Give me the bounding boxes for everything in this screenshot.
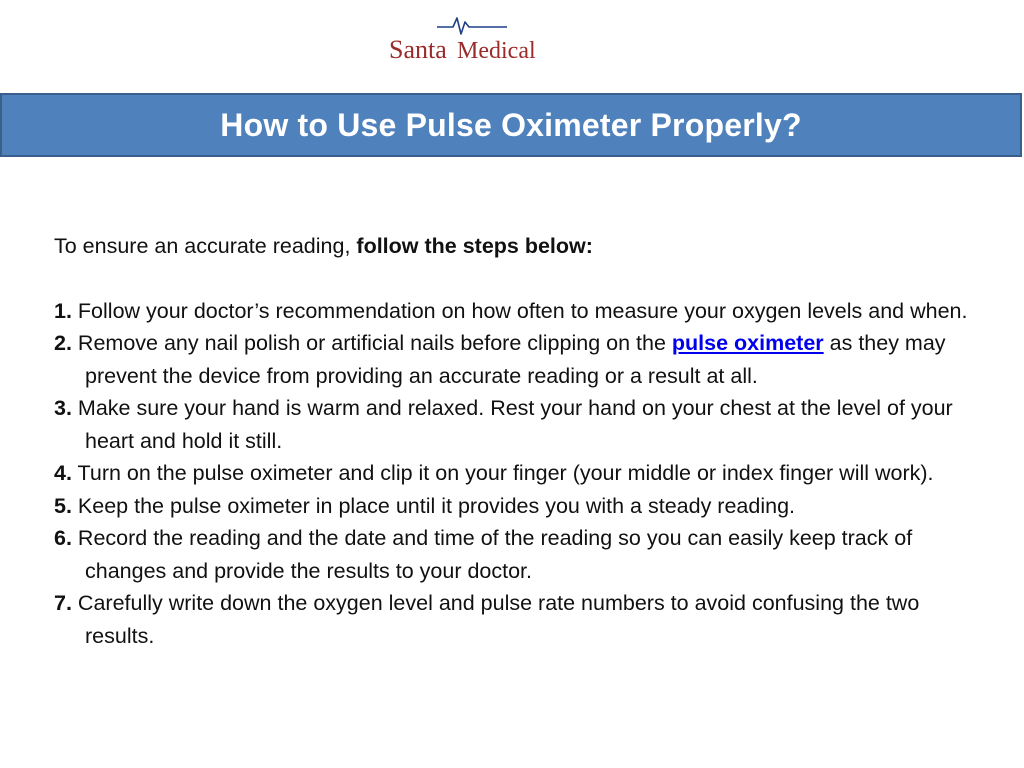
step-item-3 [54, 392, 984, 457]
step-number: 5. [54, 493, 72, 518]
step-text-before: Remove any nail polish or artificial nails before clipping on the [77, 331, 666, 355]
step-item-1 [54, 295, 984, 328]
step-number: 2. [54, 331, 72, 355]
logo-graphic [387, 12, 547, 68]
page-title: How to Use Pulse Oximeter Properly? [220, 106, 802, 143]
step-text: Follow your doctor’s recommendation on how often to measure your oxygen levels and when. [77, 298, 968, 323]
step-text-after: as they may prevent the device from providing an accurate reading or a result at all. [85, 331, 946, 388]
step-text: Make sure your hand is warm and relaxed. Rest your hand on your chest at the level of your heart and hold it still. [77, 396, 953, 453]
steps-list [54, 295, 984, 653]
logo-text-medical: Medical [457, 38, 536, 64]
pulse-oximeter-link[interactable]: pulse oximeter [671, 331, 824, 355]
step-text: Turn on the pulse oximeter and clip it on your finger (your middle or index finger will work). [77, 461, 934, 485]
step-text: Keep the pulse oximeter in place until it provides you with a steady reading. [77, 493, 796, 518]
step-text: Record the reading and the date and time of the reading so you can easily keep track of changes and provide the results to your doctor. [77, 526, 913, 583]
content-body [54, 230, 984, 652]
step-number: 3. [54, 396, 72, 420]
step-number: 1. [54, 298, 72, 323]
intro-text: To ensure an accurate reading, [54, 234, 351, 258]
step-text: Carefully write down the oxygen level and pulse rate numbers to avoid confusing the two results. [77, 591, 920, 648]
step-item-7 [54, 587, 984, 652]
intro-paragraph [54, 230, 984, 263]
step-item-2 [54, 327, 984, 392]
logo-text-santa: Santa [389, 35, 447, 64]
step-number: 7. [54, 591, 72, 615]
title-banner [0, 93, 1022, 157]
step-number: 4. [54, 461, 72, 485]
intro-bold: follow the steps below: [356, 234, 593, 258]
step-item-4 [54, 457, 984, 490]
step-item-5 [54, 490, 984, 523]
step-item-6 [54, 522, 984, 587]
heartbeat-line-icon [437, 18, 507, 34]
santa-medical-logo [387, 12, 547, 68]
step-number: 6. [54, 526, 72, 550]
